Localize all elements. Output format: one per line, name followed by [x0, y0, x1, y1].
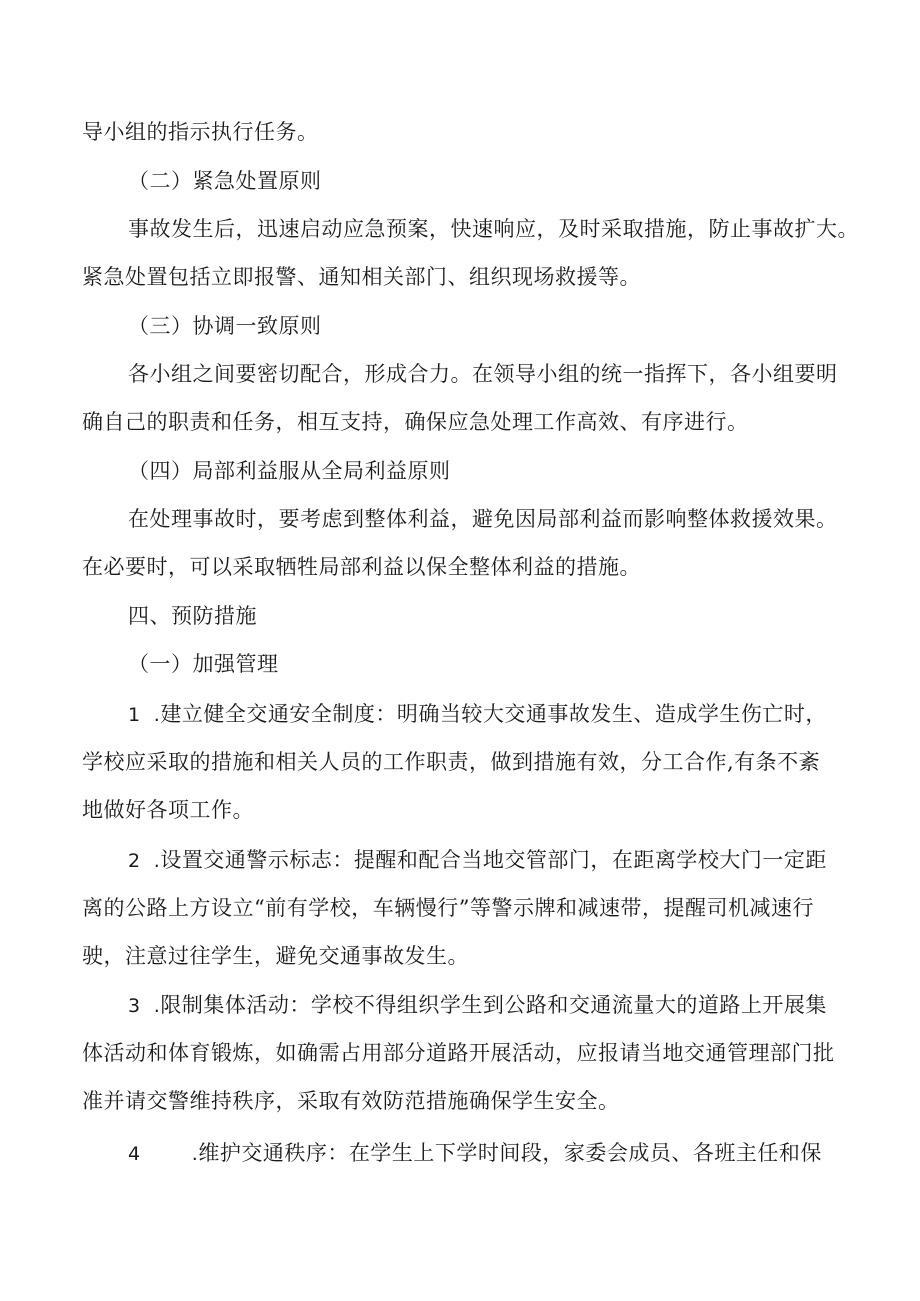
paragraph-line: 在必要时，可以采取牺牲局部利益以保全整体利益的措施。 [82, 555, 641, 579]
section-heading: （三）协调一致原则 [128, 314, 322, 338]
item-text: 建立健全交通安全制度：明确当较大交通事故发生、造成学生伤亡时， [160, 702, 827, 726]
paragraph-line: 导小组的指示执行任务。 [82, 120, 319, 144]
list-item-line [128, 848, 827, 873]
paragraph-line: 在处理事故时，要考虑到整体利益，避免因局部利益而影响整体救援效果。 [128, 507, 838, 531]
list-item-line [128, 1141, 822, 1166]
item-dot: . [153, 995, 161, 1017]
item-number: 2 [128, 850, 141, 872]
section-heading: （四）局部利益服从全局利益原则 [128, 459, 451, 483]
paragraph-line: 离的公路上方设立“前有学校，车辆慢行”等警示牌和减速带，提醒司机减速行 [82, 896, 814, 920]
item-text: 维护交通秩序：在学生上下学时间段，家委会成员、各班主任和保 [198, 1141, 822, 1165]
paragraph-line: 体活动和体育锻炼，如确需占用部分道路开展活动，应报请当地交通管理部门批 [82, 1041, 835, 1065]
item-dot: . [153, 850, 161, 872]
paragraph-line: 事故发生后，迅速启动应急预案，快速响应，及时采取措施，防止事故扩大。 [128, 217, 859, 241]
item-number: 4 [128, 1143, 141, 1165]
paragraph-line: 学校应采取的措施和相关人员的工作职责，做到措施有效，分工合作,有条不紊 [82, 750, 821, 774]
list-item-line [128, 993, 827, 1018]
item-number: 3 [128, 995, 141, 1017]
paragraph-line: 紧急处置包括立即报警、通知相关部门、组织现场救援等。 [82, 265, 641, 289]
chapter-heading: 四、预防措施 [128, 604, 257, 628]
paragraph-line: 各小组之间要密切配合，形成合力。在领导小组的统一指挥下，各小组要明 [128, 362, 838, 386]
list-item-line [128, 702, 827, 727]
item-text: 限制集体活动：学校不得组织学生到公路和交通流量大的道路上开展集 [160, 993, 827, 1017]
section-heading: （一）加强管理 [128, 652, 279, 676]
paragraph-line: 确自己的职责和任务，相互支持，确保应急处理工作高效、有序进行。 [82, 410, 749, 434]
item-number: 1 [128, 704, 141, 726]
item-dot: . [153, 704, 161, 726]
section-heading: （二）紧急处置原则 [128, 169, 322, 193]
item-dot: . [191, 1143, 199, 1165]
paragraph-line: 地做好各项工作。 [82, 798, 254, 822]
paragraph-line: 准并请交警维持秩序，采取有效防范措施确保学生安全。 [82, 1089, 620, 1113]
paragraph-line: 驶，注意过往学生，避免交通事故发生。 [82, 944, 469, 968]
item-text: 设置交通警示标志：提醒和配合当地交管部门，在距离学校大门一定距 [160, 848, 827, 872]
